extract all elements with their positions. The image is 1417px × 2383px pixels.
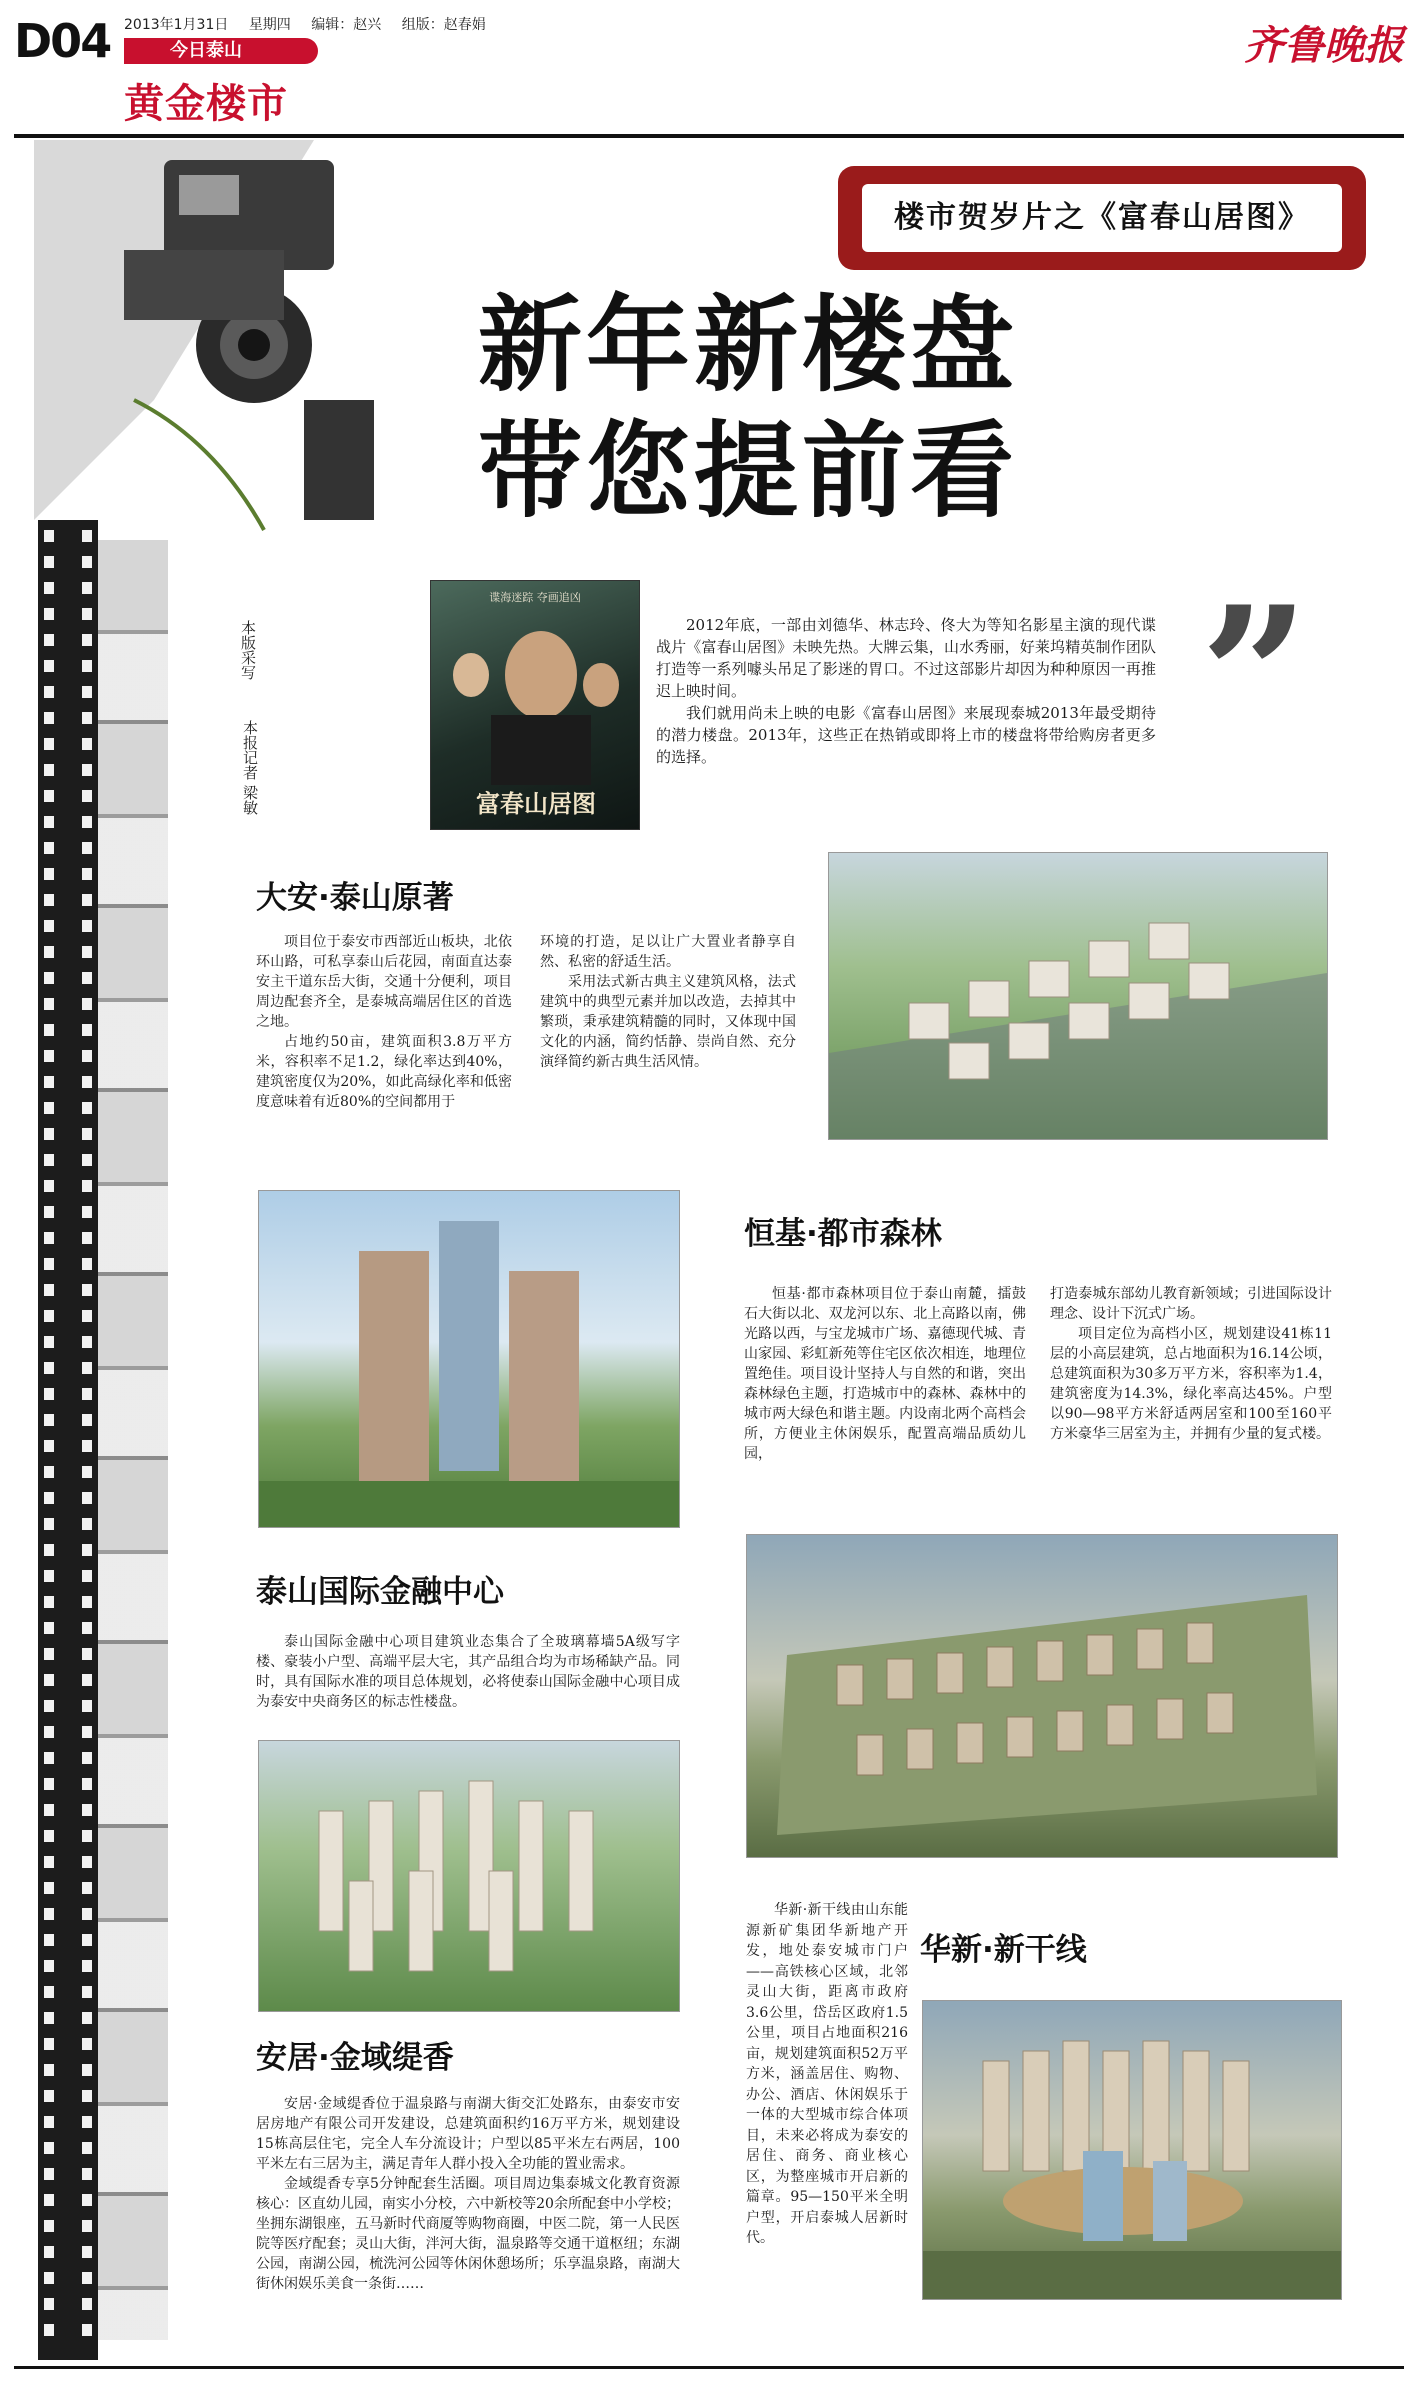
daan-paragraph-4: 采用法式新古典主义建筑风格，法式建筑中的典型元素并加以改造，去掉其中繁琐，秉承建筑精髓的同时，又体现中国文化的内涵，简约恬静、崇尚自然、充分演绎简约新古典生活风情。 [540, 974, 796, 1070]
ifc-text [256, 1632, 680, 1712]
issue-weekday: 星期四 [248, 17, 291, 33]
bottom-rule [14, 2366, 1404, 2369]
anju-paragraph-1: 安居·金域缇香位于温泉路与南湖大街交汇处路东，由泰安市安居房地产有限公司开发建设，总建筑面积约16万平方米，规划建设15栋高层住宅，完全人车分流设计；户型以85平米左右两居，100平米左右三居为主，满足青年人群小投入全功能的置业需求。 [256, 2096, 680, 2172]
daan-text-col-1 [256, 932, 512, 1112]
film-frames [98, 540, 168, 2340]
headline-line-1: 新年新楼盘 [478, 284, 1019, 406]
newspaper-masthead: 齐鲁晚报 [1244, 22, 1404, 69]
section-tab: 今日泰山 [124, 38, 318, 64]
top-rule [14, 134, 1404, 138]
hengji-blocks [747, 1535, 1337, 1857]
anju-towers [259, 1741, 679, 2011]
main-headline [478, 282, 1018, 534]
daan-paragraph-1: 项目位于泰安市西部近山板块，北依环山路，可私享泰山后花园，南面直达泰安主干道东岳大街，交通十分便利，项目周边配套齐全，是泰城高端居住区的首选之地。 [256, 934, 512, 1030]
huaxin-rendering-photo [922, 2000, 1342, 2300]
page-number: D04 [14, 14, 111, 68]
movie-poster [430, 580, 640, 830]
hengji-text-col-2 [1050, 1284, 1332, 1444]
section-title-ifc: 泰山国际金融中心 [256, 1574, 504, 1610]
layout-credit: 组版：赵春娟 [401, 17, 486, 33]
hengji-paragraph-3: 项目定位为高档小区，规划建设41栋11层的小高层建筑，总占地面积为16.14公顷，总建筑面积为30多万平方米，容积率为1.4，建筑密度为14.3%，绿化率高达45%。户型以90—98平方米舒适两居室和100至160平方米豪华三居室为主，并拥有少量的复式楼。 [1050, 1326, 1332, 1442]
daan-paragraph-3: 环境的打造，足以让广大置业者静享自然、私密的舒适生活。 [540, 934, 796, 970]
daan-rendering-photo [828, 852, 1328, 1140]
issue-date: 2013年1月31日 [124, 17, 229, 33]
anju-paragraph-2: 金域缇香专享5分钟配套生活圈。项目周边集泰城文化教育资源核心：区直幼儿园，南实小分校，六中新校等20余所配套中小学校；坐拥东湖银座，五马新时代商厦等购物商圈，中医二院，第一人民医院等医疗配套；灵山大街，泮河大街，温泉路等交通干道枢纽；东湖公园，南湖公园，梳洗河公园等休闲休憩场所；乐享温泉路，南湖大街休闲娱乐美食一条街…… [256, 2176, 680, 2292]
section-title-huaxin: 华新·新干线 [920, 1932, 1087, 1968]
section-title: 黄金楼市 [124, 81, 288, 127]
section-title-daan: 大安·泰山原著 [256, 880, 454, 916]
quote-mark: ” [1200, 565, 1310, 788]
ifc-tower-rendering [258, 1190, 680, 1528]
ifc-towers [259, 1191, 679, 1527]
daan-buildings [829, 853, 1327, 1139]
huaxin-text [746, 1900, 908, 2249]
intro-paragraph-1: 2012年底，一部由刘德华、林志玲、佟大为等知名影星主演的现代谍战片《富春山居图》未映先热。大牌云集，山水秀丽，好莱坞精英制作团队打造等一系列噱头吊足了影迷的胃口。不过这部影片却因为种种原因一再推迟上映时间。 [656, 616, 1156, 700]
intro-paragraph-2: 我们就用尚未上映的电影《富春山居图》来展现泰城2013年最受期待的潜力楼盘。2013年，这些正在热销或即将上市的楼盘将带给购房者更多的选择。 [656, 704, 1156, 766]
film-perforations-right [82, 530, 92, 2350]
film-perforations-left [44, 530, 54, 2350]
anju-text [256, 2094, 680, 2294]
issue-meta [124, 14, 502, 34]
daan-text-col-2 [540, 932, 796, 1072]
series-banner-text: 楼市贺岁片之《富春山居图》 [862, 184, 1342, 252]
section-title-hengji: 恒基·都市森林 [744, 1216, 942, 1252]
section-title-anju: 安居·金域缇香 [256, 2040, 454, 2076]
ifc-paragraph-1: 泰山国际金融中心项目建筑业态集合了全玻璃幕墙5A级写字楼、豪装小户型、高端平层大宅，其产品组合均为市场稀缺产品。同时，具有国际水准的项目总体规划，必将使泰山国际金融中心项目成为泰安中央商务区的标志性楼盘。 [256, 1634, 680, 1710]
editor-credit: 编辑：赵兴 [311, 17, 382, 33]
poster-title: 富春山居图 [476, 789, 596, 818]
poster-figures [431, 605, 639, 785]
hengji-text-col-1 [744, 1284, 1026, 1464]
anju-rendering-photo [258, 1740, 680, 2012]
byline-1: 本版采写 [239, 620, 257, 680]
hengji-aerial-photo [746, 1534, 1338, 1858]
huaxin-paragraph-1: 华新·新干线由山东能源新矿集团华新地产开发，地处泰安城市门户——高铁核心区域，北邻灵山大街，距离市政府3.6公里，岱岳区政府1.5公里，项目占地面积216亩，规划建筑面积52万平方米，涵盖居住、购物、办公、酒店、休闲娱乐于一体的大型城市综合体项目，未来必将成为泰安的居住、商务、商业核心区，为整座城市开启新的篇章。95—150平米全明户型，开启泰城人居新时代。 [746, 1902, 908, 2246]
headline-line-2: 带您提前看 [478, 410, 1019, 532]
daan-paragraph-2: 占地约50亩，建筑面积3.8万平方米，容积率不足1.2，绿化率达到40%，建筑密度仅为20%，如此高绿化率和低密度意味着有近80%的空间都用于 [256, 1034, 512, 1110]
byline-2: 本报记者 梁敏 [241, 720, 259, 815]
hengji-paragraph-2: 打造泰城东部幼儿教育新领域；引进国际设计理念、设计下沉式广场。 [1050, 1286, 1332, 1322]
intro-text [656, 614, 1156, 768]
huaxin-complex [923, 2001, 1341, 2299]
hengji-paragraph-1: 恒基·都市森林项目位于泰山南麓，擂鼓石大街以北、双龙河以东、北上高路以南，佛光路以西，与宝龙城市广场、嘉德现代城、青山家园、彩虹新苑等住宅区依次相连，地理位置绝佳。项目设计坚持人与自然的和谐，突出森林绿色主题，打造城市中的森林、森林中的城市两大绿色和谐主题。内设南北两个高档会所，方便业主休闲娱乐，配置高端品质幼儿园， [744, 1286, 1026, 1462]
film-camera-illustration [14, 140, 464, 540]
poster-tagline: 谍海迷踪 夺画追凶 [489, 591, 581, 604]
